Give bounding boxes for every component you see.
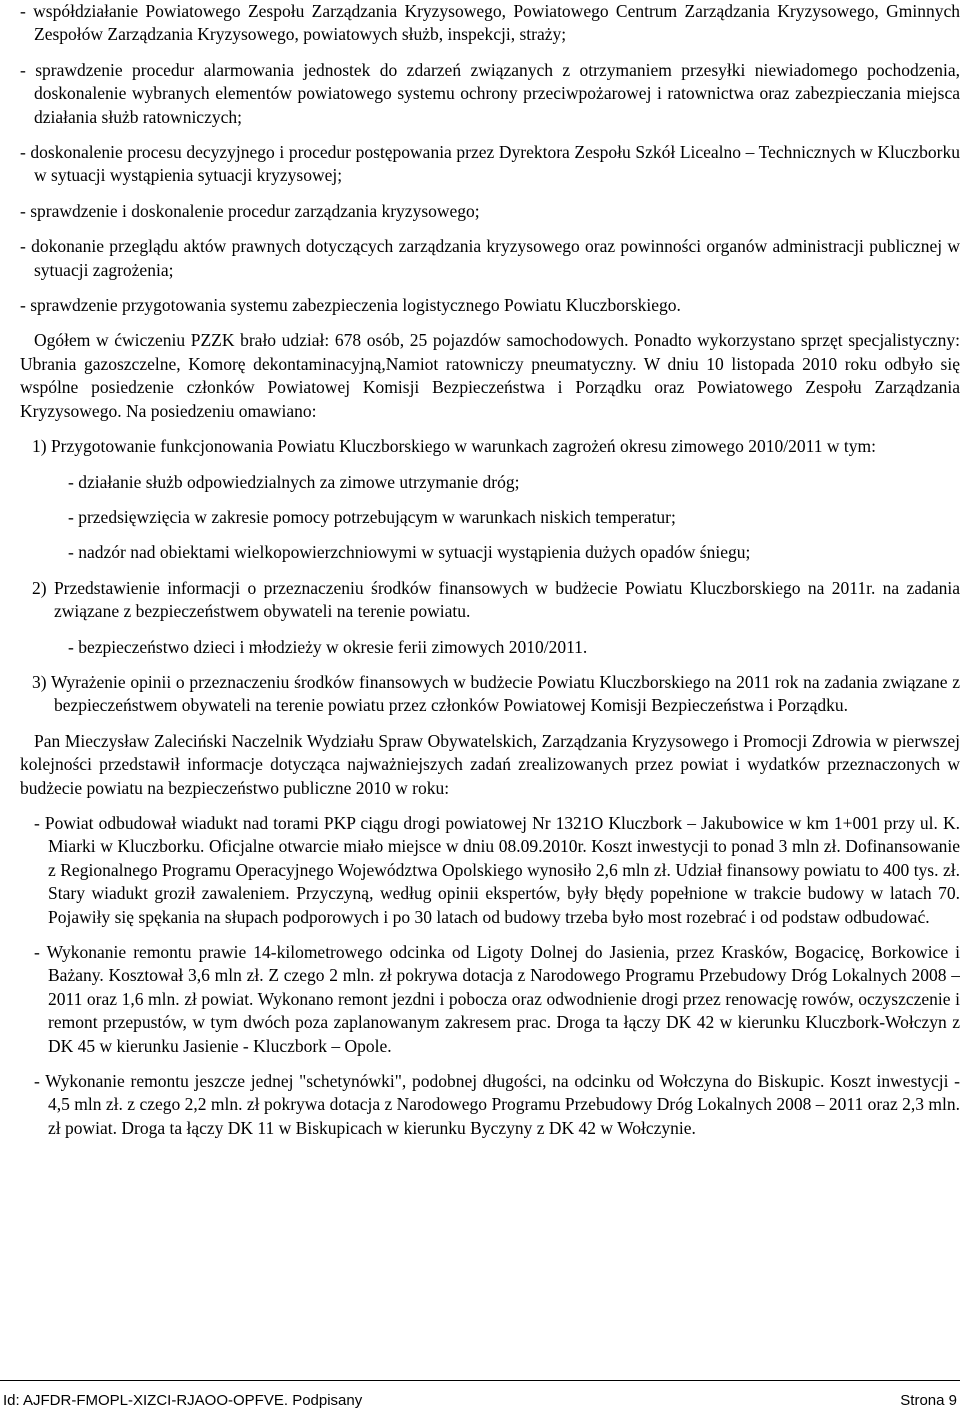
page-number: Strona 9 — [900, 1392, 957, 1409]
sub-list-item: - działanie służb odpowiedzialnych za zimowe utrzymanie dróg; — [68, 471, 520, 492]
list-item: - sprawdzenie przygotowania systemu zabezpieczenia logistycznego Powiatu Kluczborskiego. — [20, 295, 681, 316]
list-item: - współdziałanie Powiatowego Zespołu Zarządzania Kryzysowego, Powiatowego Centrum Zarządzania Kryzysowego, Gminnych Zespołów Zarządzania Kryzysowego, powiatowych służb, inspekcji, straży; — [20, 1, 960, 45]
document-id: Id: AJFDR-FMOPL-XIZCI-RJAOO-OPFVE. Podpisany — [3, 1392, 363, 1409]
paragraph: Ogółem w ćwiczeniu PZZK brało udział: 678 osób, 25 pojazdów samochodowych. Ponadto wykorzystano sprzęt specjalistyczny: Ubrania gazoszczelne, Komorę dekontaminacyjną,Namiot ratowniczy pneumatyczny. W dniu 10 listopada 2010 roku odbyło się wspólne posiedzenie członków Powiatowej Komisji Bezpieczeństwa i Porządku oraz Powiatowego Zespołu Zarządzania Kryzysowego. Na posiedzeniu omawiano: — [20, 330, 960, 421]
numbered-item: 2) Przedstawienie informacji o przeznaczeniu środków finansowych w budżecie Powiatu Kluczborskiego na 2011r. na zadania związane z bezpieczeństwem obywateli na terenie powiatu. — [32, 577, 960, 622]
list-item: - Wykonanie remontu jeszcze jednej "schetynówki", podobnej długości, na odcinku od Wołczyna do Biskupic. Koszt inwestycji - 4,5 mln zł. z czego 2,2 mln. zł pokrywa dotacja z Narodowego Programu Przebudowy Dróg Lokalnych 2008 – 2011 oraz 2,3 mln. zł powiat. Droga ta łączy DK 11 w Biskupicach w kierunku Byczyny z DK 42 w Wołczynie. — [34, 1071, 960, 1138]
sub-list-item: - nadzór nad obiektami wielkopowierzchniowymi w sytuacji wystąpienia dużych opadów śniegu; — [68, 542, 751, 563]
numbered-item: 1) Przygotowanie funkcjonowania Powiatu Kluczborskiego w warunkach zagrożeń okresu zimowego 2010/2011 w tym: — [32, 436, 876, 457]
list-item: - Wykonanie remontu prawie 14-kilometrowego odcinka od Ligoty Dolnej do Jasienia, przez Krasków, Bogacicę, Borkowice i Bażany. Kosztował 3,6 mln zł. Z czego 2 mln. zł pokrywa dotacja z Narodowego Programu Przebudowy Dróg Lokalnych 2008 – 2011 oraz 1,6 mln. zł powiat. Wykonano remont jezdni i pobocza oraz odwodnienie drogi przez renowację rowów, oczyszczenie i remont przepustów, w tym dwóch poza zaplanowanym zakresem prac. Droga ta łączy DK 42 w kierunku Kluczbork-Wołczyn z DK 45 w kierunku Jasienie - Kluczbork – Opole. — [34, 942, 960, 1056]
sub-list-item: - przedsięwzięcia w zakresie pomocy potrzebującym w warunkach niskich temperatur; — [68, 506, 676, 527]
list-item: - Powiat odbudował wiadukt nad torami PKP ciągu drogi powiatowej Nr 1321O Kluczbork – Jakubowice w km 1+001 przy ul. K. Miarki w Kluczborku. Oficjalne otwarcie miało miejsce w dniu 08.09.2010r. Koszt inwestycji to ponad 3 mln zł. Dofinansowanie z Regionalnego Programu Operacyjnego Województwa Opolskiego wynosiło 2,6 mln zł. Udział finansowy powiatu to 400 tys. zł. Stary wiadukt groził zawaleniem. Przyczyną, według opinii ekspertów, były błędy popełnione w trakcie budowy w latach 70. Pojawiły się spękania na słupach podporowych i po 30 latach od budowy trzeba było most rozebrać i od podstaw odbudować. — [34, 812, 960, 927]
numbered-item: 3) Wyrażenie opinii o przeznaczeniu środków finansowych w budżecie Powiatu Kluczborskiego na 2011 rok na zadania związane z bezpieczeństwem obywateli na terenie powiatu przez członków Powiatowej Komisji Bezpieczeństwa i Porządku. — [32, 671, 960, 716]
list-item: - dokonanie przeglądu aktów prawnych dotyczących zarządzania kryzysowego oraz powinności organów administracji publicznej w sytuacji zagrożenia; — [20, 236, 960, 280]
paragraph: Pan Mieczysław Zaleciński Naczelnik Wydziału Spraw Obywatelskich, Zarządzania Kryzysowego i Promocji Zdrowia w pierwszej kolejności przedstawił informacje dotycząca najważniejszych zadań zrealizowanych przez powiat i wydatków przeznaczonych w budżecie powiatu na bezpieczeństwo publiczne 2010 w roku: — [20, 730, 960, 798]
page-footer — [0, 1380, 960, 1411]
list-item: - sprawdzenie i doskonalenie procedur zarządzania kryzysowego; — [20, 200, 480, 221]
list-item: - doskonalenie procesu decyzyjnego i procedur postępowania przez Dyrektora Zespołu Szkół Licealno – Technicznych w Kluczborku w sytuacji wystąpienia sytuacji kryzysowej; — [20, 142, 960, 186]
document-body — [20, 0, 960, 1140]
list-item: - sprawdzenie procedur alarmowania jednostek do zdarzeń związanych z otrzymaniem przesyłki niewiadomego pochodzenia, doskonalenie wybranych elementów powiatowego systemu ochrony przeciwpożarowej i ratownictwa oraz zabezpieczania miejsca działania służb ratowniczych; — [20, 59, 960, 127]
sub-list-item: - bezpieczeństwo dzieci i młodzieży w okresie ferii zimowych 2010/2011. — [68, 636, 588, 657]
